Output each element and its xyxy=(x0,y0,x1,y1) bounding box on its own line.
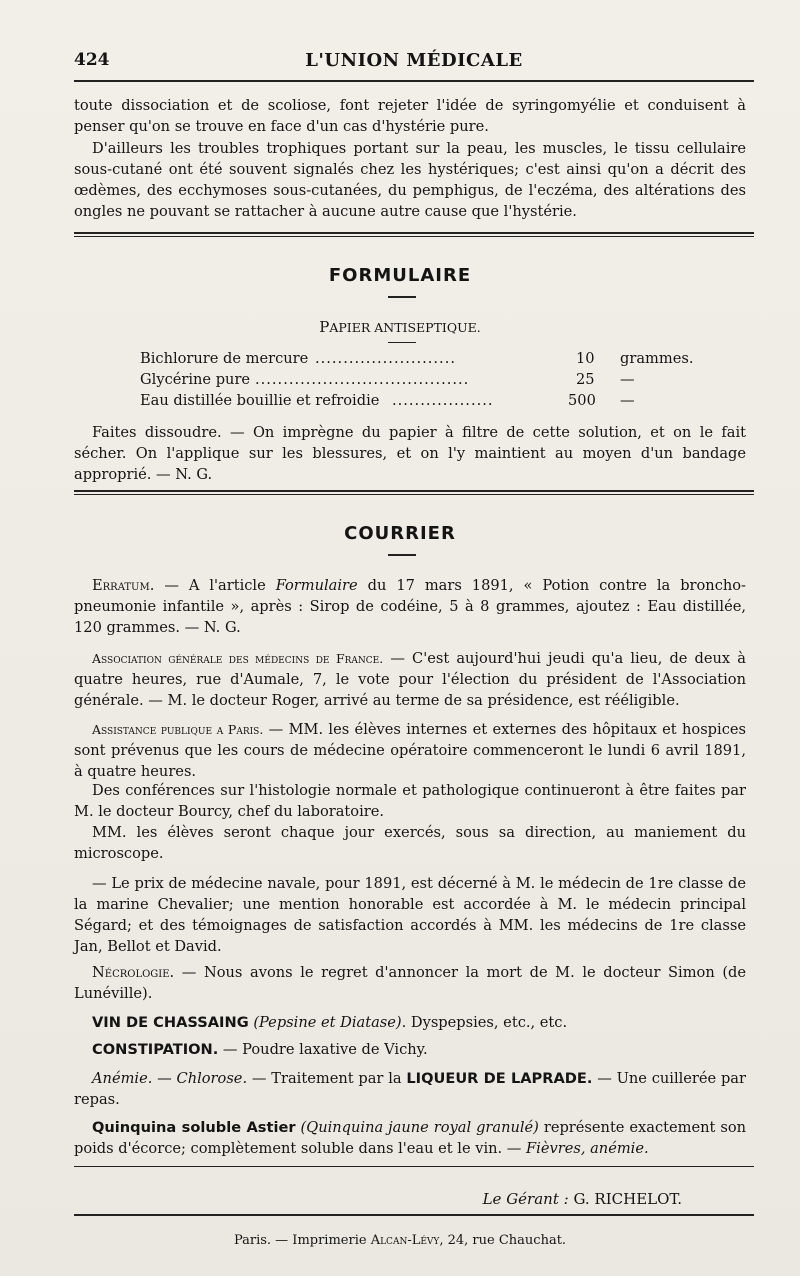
journal-title: L'UNION MÉDICALE xyxy=(305,50,523,71)
intro-paragraph-1: toute dissociation et de scoliose, font rejeter l'idée de syringomyélie et conduisent à penser qu'on se trouve en face d'un cas d'hystérie pure. xyxy=(74,97,746,135)
footer-city: Paris. xyxy=(233,1233,272,1248)
ad-italic: Fièvres, anémie. xyxy=(526,1140,649,1157)
ad-italic: (Quinquina jaune royal granulé) xyxy=(300,1119,539,1136)
running-header xyxy=(74,50,754,76)
conferences-paragraph: Des conférences sur l'histologie normale et pathologique continueront à être faites par M. le docteur Bourcy, chef du laboratoire. xyxy=(74,782,746,820)
intro-paragraph-2: D'ailleurs les troubles trophiques portant sur la peau, les muscles, le tissu cellulaire sous-cutané ont été souvent signalés chez les hystériques; c'est ainsi qu'on a décrit des œdèmes, des ecchymoses sous-cutanées, du pemphigus, de l'eczéma, des altérations des ongles ne pouvant se rattacher à aucune autre cause que l'hystérie. xyxy=(74,140,746,220)
association-text: — C'est aujourd'hui jeudi qu'a lieu, de deux à quatre heures, rue d'Aumale, 7, le vote pour l'élection du président de l'Association générale. — M. le docteur Roger, arrivé au terme de sa présidence, est rééligible. xyxy=(74,650,746,709)
title-underline xyxy=(388,554,416,556)
ingredient-unit: — xyxy=(620,392,635,409)
formulaire-instructions: Faites dissoudre. — On imprègne du papier à filtre de cette solution, et on le fait sécher. On l'applique sur les blessures, et on l'y maintient au moyen d'un bandage approprié. — N. G. xyxy=(74,424,746,483)
ad-text: — Traitement par la xyxy=(247,1070,407,1087)
leader-dots: .................. xyxy=(392,392,494,409)
ingredient-qty: 500 xyxy=(568,392,596,409)
leader-dots: ...................................... xyxy=(255,371,470,388)
prix-paragraph: — Le prix de médecine navale, pour 1891, est décerné à M. le médecin de 1re classe de la marine Chevalier; une mention honorable est accordée à M. le médecin principal Ségard; et des témoignages de satisfaction accordés à MM. les médecins de 1re classe Jan, Bellot et David. xyxy=(74,875,746,955)
necrologie-paragraph xyxy=(74,962,746,1004)
ad-quinquina-astier xyxy=(74,1117,746,1159)
ingredient-qty: 25 xyxy=(576,371,595,388)
association-paragraph xyxy=(74,648,746,711)
recipe-row xyxy=(140,392,740,412)
ingredient-name: Bichlorure de mercure xyxy=(140,350,309,367)
imprint-footer xyxy=(0,1233,800,1248)
ad-text: — Poudre laxative de Vichy. xyxy=(218,1041,428,1058)
header-rule xyxy=(74,80,754,82)
signature-name: G. RICHELOT. xyxy=(573,1190,682,1208)
erratum-text: du 17 mars 1891, « Potion contre la broncho-pneumonie infantile », après : Sirop de codéine, 5 à 8 grammes, ajoutez : Eau distillée, 120 grammes. — N. G. xyxy=(74,577,746,636)
ad-italic: (Pepsine et Diatase) xyxy=(253,1014,402,1031)
erratum-text: — A l'article xyxy=(154,577,276,594)
ad-product-name: VIN DE CHASSAING xyxy=(92,1014,249,1031)
leader-dots: ......................... xyxy=(315,350,456,367)
section-rule-top xyxy=(74,232,754,234)
assistance-label: Assistance publique a Paris. xyxy=(92,722,264,737)
section-rule-top xyxy=(74,490,754,492)
closing-rule xyxy=(74,1166,754,1167)
ad-text: représente exactement son poids d'écorce; complètement soluble dans l'eau et le vin. — xyxy=(74,1119,747,1157)
ad-constipation xyxy=(74,1039,746,1060)
formulaire-title: FORMULAIRE xyxy=(328,265,472,286)
ad-vin-chassaing xyxy=(74,1012,746,1033)
signature xyxy=(483,1190,682,1208)
section-rule-bottom xyxy=(74,494,754,495)
erratum-italic: Formulaire xyxy=(275,577,358,594)
ad-text: — Une cuillerée par repas. xyxy=(74,1070,746,1108)
ingredient-name: Eau distillée bouillie et refroidie xyxy=(140,392,380,409)
page-number: 424 xyxy=(74,50,110,70)
footer-text: — Imprimerie xyxy=(271,1233,371,1248)
subtitle-underline xyxy=(388,342,416,343)
ingredient-unit: grammes. xyxy=(620,350,694,367)
assistance-paragraph xyxy=(74,719,746,782)
formulaire-subtitle xyxy=(0,318,800,336)
necrologie-text: — Nous avons le regret d'annoncer la mort de M. le docteur Simon (de Lunéville). xyxy=(74,964,746,1002)
association-label: Association générale des médecins de France. xyxy=(92,651,384,666)
title-underline xyxy=(388,296,416,298)
footer-text: , 24, rue Chauchat. xyxy=(439,1233,567,1248)
ingredient-unit: — xyxy=(620,371,635,388)
ad-product-name: LIQUEUR DE LAPRADE. xyxy=(406,1070,593,1087)
ad-liqueur-laprade xyxy=(74,1068,746,1110)
ad-italic: Anémie. — Chlorose. xyxy=(92,1070,248,1087)
ingredient-qty: 10 xyxy=(576,350,595,367)
courrier-title: COURRIER xyxy=(344,523,456,544)
erratum-paragraph xyxy=(74,575,746,638)
assistance-text: — MM. les élèves internes et externes des hôpitaux et hospices sont prévenus que les cours de médecine opératoire commenceront le lundi 6 avril 1891, à quatre heures. xyxy=(74,721,746,780)
ingredient-name: Glycérine pure xyxy=(140,371,251,388)
ad-text: . Dyspepsies, etc., etc. xyxy=(401,1014,568,1031)
section-rule-bottom xyxy=(74,236,754,237)
footer-rule xyxy=(74,1214,754,1216)
ad-product-name: Quinquina soluble Astier xyxy=(92,1119,296,1136)
exercises-paragraph: MM. les élèves seront chaque jour exercés, sous sa direction, au maniement du microscope. xyxy=(74,824,746,862)
erratum-label: Erratum. xyxy=(92,577,155,594)
signature-label: Le Gérant : xyxy=(482,1190,574,1208)
subtitle-rest: APIER ANTISEPTIQUE. xyxy=(329,320,481,335)
subtitle-initial: P xyxy=(319,318,330,336)
recipe-row xyxy=(140,350,740,370)
ad-product-name: CONSTIPATION. xyxy=(92,1041,219,1058)
necrologie-label: Nécrologie. xyxy=(92,964,175,981)
footer-printer: Alcan-Lévy xyxy=(370,1233,440,1248)
recipe-row xyxy=(140,371,740,391)
